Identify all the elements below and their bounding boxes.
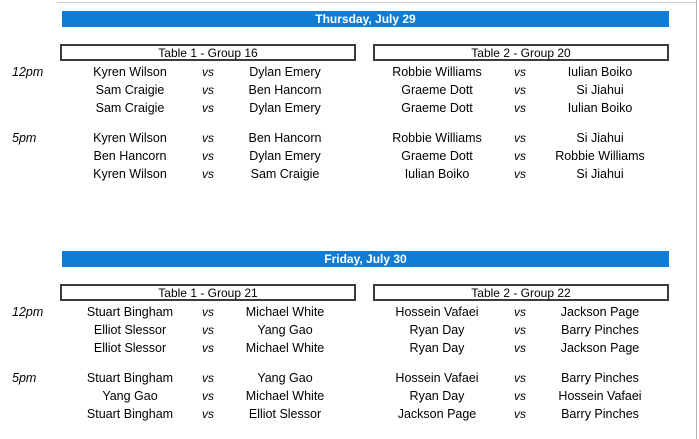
player-name: Iulian Boiko — [404, 167, 470, 181]
match-row — [0, 81, 699, 99]
player-name: Sam Craigie — [250, 167, 320, 181]
vs-label: vs — [514, 131, 526, 145]
player-name: Yang Gao — [257, 323, 313, 337]
player-name: Hossein Vafaei — [395, 371, 479, 385]
vs-label: vs — [202, 167, 214, 181]
player-name: Dylan Emery — [249, 101, 321, 115]
vs-label: vs — [514, 101, 526, 115]
player-name: Kyren Wilson — [93, 131, 167, 145]
player-name: Dylan Emery — [249, 65, 321, 79]
match-row — [0, 303, 699, 321]
player-name: Elliot Slessor — [248, 407, 322, 421]
player-name: Ryan Day — [409, 323, 465, 337]
vs-label: vs — [514, 65, 526, 79]
vs-label: vs — [202, 149, 214, 163]
vs-label: vs — [514, 83, 526, 97]
player-name: Stuart Bingham — [86, 371, 174, 385]
vs-label: vs — [514, 407, 526, 421]
day-section-thursday — [0, 11, 699, 191]
player-name: Si Jiahui — [576, 131, 624, 145]
player-name: Ryan Day — [409, 389, 465, 403]
player-name: Stuart Bingham — [86, 305, 174, 319]
player-name: Jackson Page — [560, 305, 640, 319]
player-name: Hossein Vafaei — [558, 389, 642, 403]
vs-label: vs — [514, 167, 526, 181]
player-name: Graeme Dott — [401, 101, 473, 115]
vs-label: vs — [202, 323, 214, 337]
vs-label: vs — [202, 101, 214, 115]
player-name: Robbie Williams — [392, 131, 482, 145]
player-name: Iulian Boiko — [567, 101, 633, 115]
match-row — [0, 99, 699, 117]
gridline-horizontal — [57, 2, 697, 3]
vs-label: vs — [514, 323, 526, 337]
vs-label: vs — [202, 407, 214, 421]
player-name: Stuart Bingham — [86, 407, 174, 421]
player-name: Barry Pinches — [561, 407, 639, 421]
table2-header-label: Table 2 - Group 22 — [471, 286, 571, 300]
table1-header-box — [60, 284, 356, 301]
vs-label: vs — [202, 341, 214, 355]
day-header-bar — [62, 251, 669, 267]
player-name: Robbie Williams — [555, 149, 645, 163]
day-title: Thursday, July 29 — [315, 12, 416, 26]
player-name: Elliot Slessor — [93, 323, 167, 337]
player-name: Iulian Boiko — [567, 65, 633, 79]
table2-header-box — [373, 44, 669, 61]
day-title: Friday, July 30 — [324, 252, 407, 266]
table2-header-label: Table 2 - Group 20 — [471, 46, 571, 60]
vs-label: vs — [514, 371, 526, 385]
session-time: 12pm — [12, 305, 44, 319]
player-name: Michael White — [245, 305, 325, 319]
match-row — [0, 129, 699, 147]
match-row — [0, 63, 699, 81]
player-name: Elliot Slessor — [93, 341, 167, 355]
vs-label: vs — [202, 83, 214, 97]
player-name: Graeme Dott — [401, 149, 473, 163]
player-name: Ben Hancorn — [93, 149, 167, 163]
player-name: Barry Pinches — [561, 371, 639, 385]
match-row — [0, 369, 699, 387]
player-name: Jackson Page — [560, 341, 640, 355]
session-time: 5pm — [12, 131, 37, 145]
player-name: Yang Gao — [102, 389, 158, 403]
player-name: Ben Hancorn — [248, 131, 322, 145]
player-name: Michael White — [245, 389, 325, 403]
player-name: Ben Hancorn — [248, 83, 322, 97]
vs-label: vs — [514, 305, 526, 319]
player-name: Graeme Dott — [401, 83, 473, 97]
player-name: Si Jiahui — [576, 83, 624, 97]
player-name: Jackson Page — [397, 407, 477, 421]
player-name: Ryan Day — [409, 341, 465, 355]
vs-label: vs — [202, 305, 214, 319]
vs-label: vs — [514, 389, 526, 403]
player-name: Hossein Vafaei — [395, 305, 479, 319]
player-name: Sam Craigie — [95, 83, 165, 97]
table1-header-label: Table 1 - Group 16 — [158, 46, 258, 60]
vs-label: vs — [514, 341, 526, 355]
match-row — [0, 405, 699, 423]
match-row — [0, 321, 699, 339]
player-name: Michael White — [245, 341, 325, 355]
table1-header-box — [60, 44, 356, 61]
session-time: 12pm — [12, 65, 44, 79]
player-name: Si Jiahui — [576, 167, 624, 181]
table2-header-box — [373, 284, 669, 301]
vs-label: vs — [514, 149, 526, 163]
player-name: Sam Craigie — [95, 101, 165, 115]
player-name: Dylan Emery — [249, 149, 321, 163]
day-section-friday — [0, 251, 699, 431]
player-name: Kyren Wilson — [93, 167, 167, 181]
vs-label: vs — [202, 65, 214, 79]
vs-label: vs — [202, 131, 214, 145]
player-name: Kyren Wilson — [93, 65, 167, 79]
day-header-bar — [62, 11, 669, 27]
vs-label: vs — [202, 371, 214, 385]
match-row — [0, 147, 699, 165]
match-row — [0, 387, 699, 405]
match-row — [0, 165, 699, 183]
vs-label: vs — [202, 389, 214, 403]
player-name: Yang Gao — [257, 371, 313, 385]
player-name: Robbie Williams — [392, 65, 482, 79]
session-time: 5pm — [12, 371, 37, 385]
player-name: Barry Pinches — [561, 323, 639, 337]
match-row — [0, 339, 699, 357]
table1-header-label: Table 1 - Group 21 — [158, 286, 258, 300]
